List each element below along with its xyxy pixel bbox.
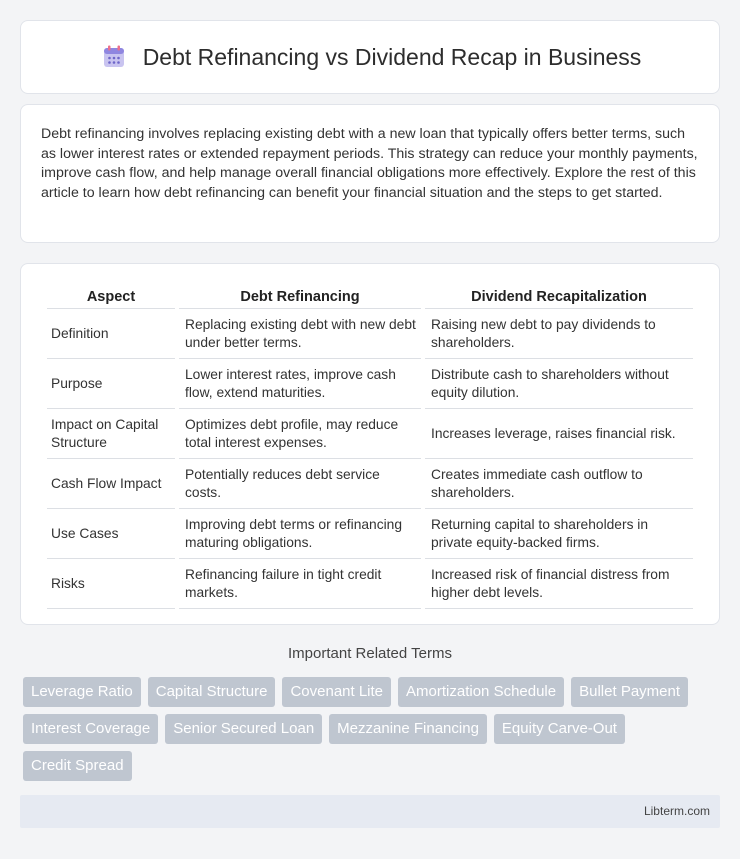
cell-dividend-recap: Distribute cash to shareholders without equity dilution.: [425, 359, 693, 409]
table-row: [47, 359, 693, 409]
related-terms-list: [23, 677, 723, 781]
calendar-icon: [99, 42, 129, 72]
comparison-table: [43, 284, 697, 609]
cell-aspect: Use Cases: [47, 509, 175, 559]
footer: [20, 795, 720, 828]
cell-debt-refinancing: Refinancing failure in tight credit markets.: [179, 559, 421, 609]
intro-text: Debt refinancing involves replacing existing debt with a new loan that typically offers better terms, such as lower interest rates or extended repayment periods. This strategy can reduce your monthly payments, improve cash flow, and help manage overall financial obligations more effectively. Explore the rest of this article to learn how debt refinancing can benefit your financial situation and the steps to get started.: [41, 126, 698, 201]
tag-credit-spread[interactable]: Credit Spread: [23, 751, 132, 781]
intro-card: [20, 104, 720, 243]
cell-debt-refinancing: Potentially reduces debt service costs.: [179, 459, 421, 509]
tag-mezzanine-financing[interactable]: Mezzanine Financing: [329, 714, 487, 744]
header-dividend-recap: Dividend Recapitalization: [425, 284, 693, 309]
title-card: [20, 20, 720, 94]
cell-dividend-recap: Increased risk of financial distress from higher debt levels.: [425, 559, 693, 609]
cell-debt-refinancing: Lower interest rates, improve cash flow, extend maturities.: [179, 359, 421, 409]
related-terms-heading: Important Related Terms: [288, 645, 452, 662]
tag-bullet-payment[interactable]: Bullet Payment: [571, 677, 688, 707]
comparison-table-card: [20, 263, 720, 625]
footer-site-link[interactable]: Libterm.com: [643, 804, 710, 818]
tag-equity-carve-out[interactable]: Equity Carve-Out: [494, 714, 625, 744]
tag-interest-coverage[interactable]: Interest Coverage: [23, 714, 158, 744]
tag-covenant-lite[interactable]: Covenant Lite: [282, 677, 391, 707]
cell-aspect: Definition: [47, 309, 175, 359]
page-title: Debt Refinancing vs Dividend Recap in Business: [142, 43, 642, 70]
cell-debt-refinancing: Replacing existing debt with new debt under better terms.: [179, 309, 421, 359]
table-header-row: [47, 284, 693, 309]
table-row: [47, 459, 693, 509]
header-debt-refinancing: Debt Refinancing: [179, 284, 421, 309]
tag-amortization-schedule[interactable]: Amortization Schedule: [398, 677, 564, 707]
table-row: [47, 559, 693, 609]
tag-capital-structure[interactable]: Capital Structure: [148, 677, 276, 707]
table-row: [47, 509, 693, 559]
cell-dividend-recap: Increases leverage, raises financial risk.: [425, 409, 693, 459]
cell-debt-refinancing: Optimizes debt profile, may reduce total interest expenses.: [179, 409, 421, 459]
table-row: [47, 409, 693, 459]
cell-aspect: Cash Flow Impact: [47, 459, 175, 509]
cell-dividend-recap: Raising new debt to pay dividends to shareholders.: [425, 309, 693, 359]
cell-dividend-recap: Creates immediate cash outflow to shareholders.: [425, 459, 693, 509]
tag-senior-secured-loan[interactable]: Senior Secured Loan: [165, 714, 322, 744]
cell-aspect: Risks: [47, 559, 175, 609]
header-aspect: Aspect: [47, 284, 175, 309]
cell-debt-refinancing: Improving debt terms or refinancing maturing obligations.: [179, 509, 421, 559]
cell-dividend-recap: Returning capital to shareholders in private equity-backed firms.: [425, 509, 693, 559]
cell-aspect: Purpose: [47, 359, 175, 409]
cell-aspect: Impact on Capital Structure: [47, 409, 175, 459]
table-row: [47, 309, 693, 359]
tag-leverage-ratio[interactable]: Leverage Ratio: [23, 677, 141, 707]
